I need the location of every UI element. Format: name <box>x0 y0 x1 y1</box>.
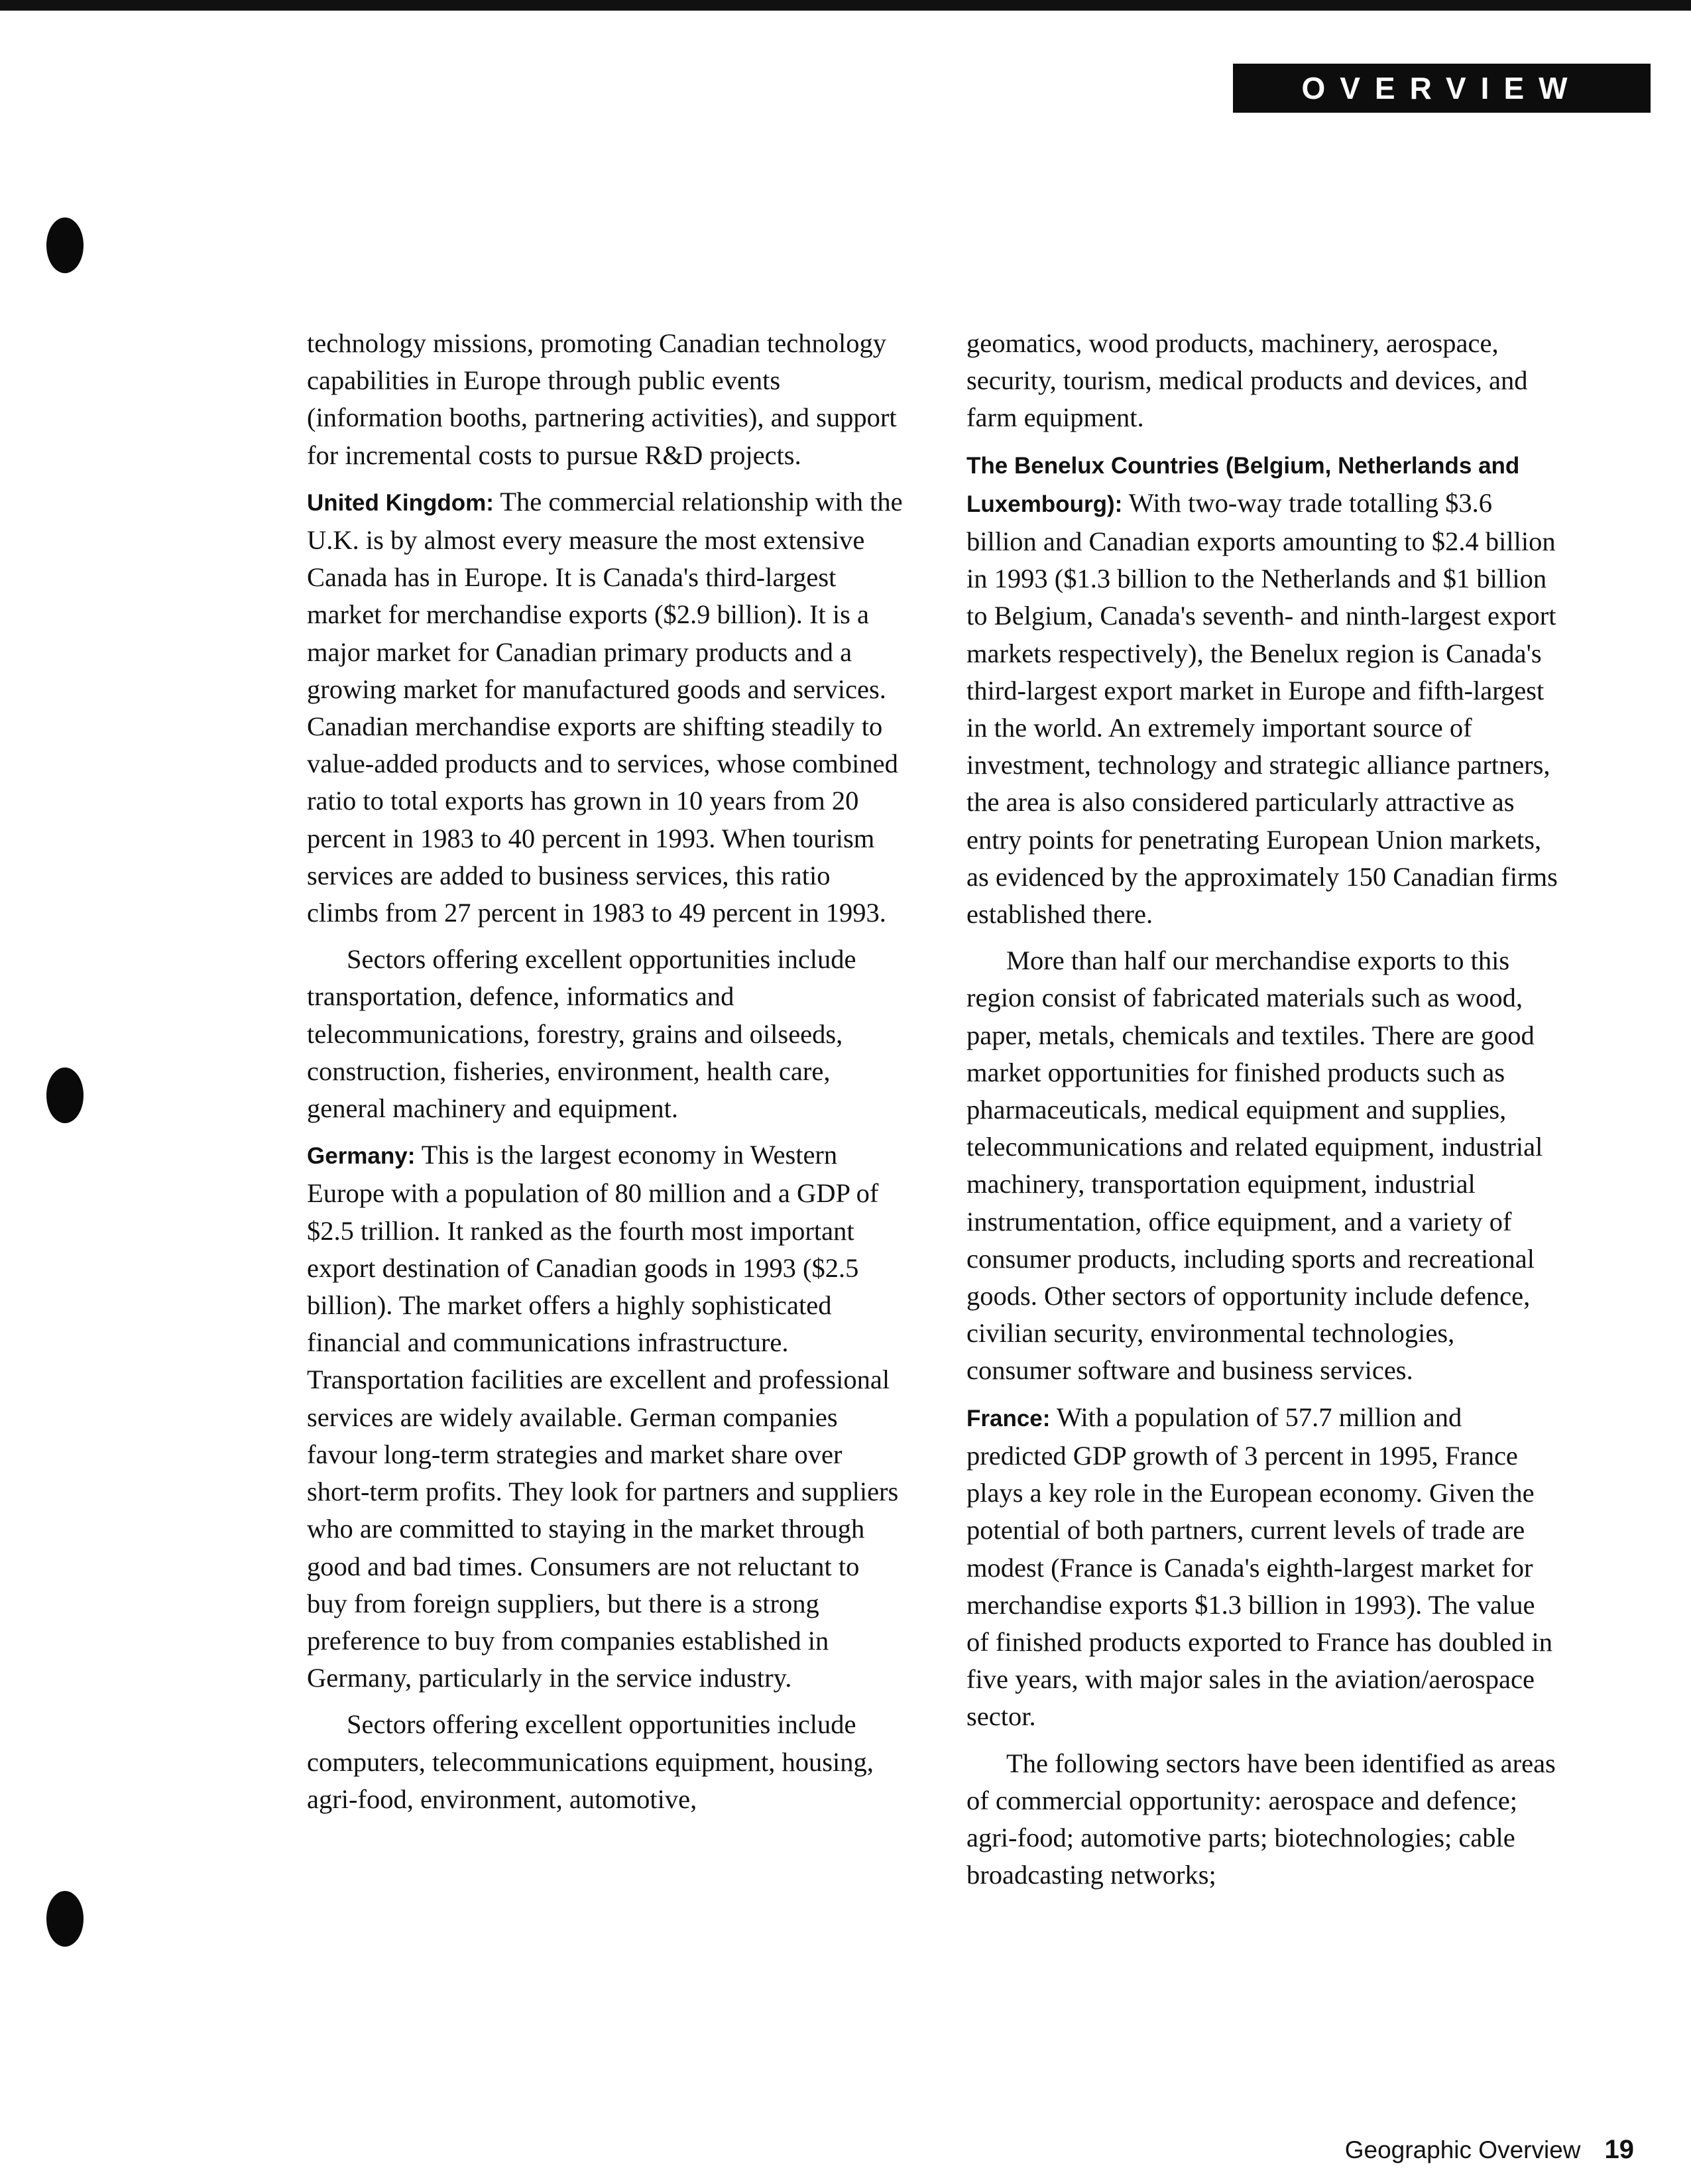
paragraph-france <box>966 1399 1563 1736</box>
paragraph-germany-sectors: Sectors offering excellent opportunities include computers, telecommunications equipment, housing, agri-food, environment, automotive, <box>307 1709 874 1814</box>
section-banner: OVERVIEW <box>1233 64 1651 113</box>
paragraph-united-kingdom <box>307 483 904 932</box>
paragraph-benelux <box>966 446 1563 934</box>
binder-hole-middle <box>46 1067 84 1123</box>
right-text-column <box>966 325 1563 1903</box>
page-number: 19 <box>1604 2135 1634 2164</box>
heading-benelux: The Benelux Countries (Belgium, Netherlands and Luxembourg): <box>966 452 1520 517</box>
binder-hole-top <box>46 217 84 273</box>
top-edge-rule <box>0 0 1691 11</box>
heading-france: France: <box>966 1405 1051 1431</box>
heading-united-kingdom: United Kingdom: <box>307 489 494 516</box>
body-united-kingdom: The commercial relationship with the U.K. is by almost every measure the most extensive Canada has in Europe. It is Canada's third-largest market for merchandise exports ($2.9 billion). It is a major market for Canadian primary products and a growing market for manufactured goods and services. Canadian merchandise exports are shifting steadily to value-added products and to services, whose combined ratio to total exports has grown in 10 years from 20 percent in 1983 to 40 percent in 1993. When tourism services are added to business services, this ratio climbs from 27 percent in 1983 to 49 percent in 1993. <box>307 486 903 928</box>
footer-title: Geographic Overview <box>1344 2136 1581 2163</box>
body-germany: This is the largest economy in Western Europe with a population of 80 million and a GDP of $2.5 trillion. It ranked as the fourth most important export destination of Canadian goods in 1993 ($2.5 billion). The market offers a highly sophisticated financial and communications infrastructure. Transportation facilities are excellent and professional services are widely available. German companies favour long-term strategies and market share over short-term profits. They look for partners and suppliers who are committed to staying in the market through good and bad times. Consumers are not reluctant to buy from foreign suppliers, but there is a strong preference to buy from companies established in Germany, particularly in the service industry. <box>307 1140 899 1693</box>
body-france: With a population of 57.7 million and predicted GDP growth of 3 percent in 1995, France plays a key role in the European economy. Given the potential of both partners, current levels of trade are modest (France is Canada's eighth-largest market for merchandise exports $1.3 billion in 1993). The value of finished products exported to France has doubled in five years, with major sales in the aviation/aerospace sector. <box>966 1402 1553 1732</box>
paragraph-germany-sectors-continued: geomatics, wood products, machinery, aerospace, security, tourism, medical products and devices, and farm equipment. <box>966 328 1528 433</box>
binder-hole-bottom <box>46 1891 84 1947</box>
heading-germany: Germany: <box>307 1143 416 1170</box>
body-benelux: With two-way trade totalling $3.6 billion and Canadian exports amounting to $2.4 billion in 1993 ($1.3 billion to the Netherlands and $1 billion to Belgium, Canada's seventh- and ninth-largest export markets respectively), the Benelux region is Canada's third-largest export market in Europe and fifth-largest in the world. An extremely important source of investment, technology and strategic alliance partners, the area is also considered particularly attractive as entry points for penetrating European Union markets, as evidenced by the approximately 150 Canadian firms established there. <box>966 487 1558 930</box>
left-text-column <box>307 325 904 1827</box>
paragraph-uk-sectors: Sectors offering excellent opportunities include transportation, defence, informatics and telecommunications, forestry, grains and oilseeds, construction, fisheries, environment, health care, general machinery and equipment. <box>307 944 856 1124</box>
paragraph-benelux-opportunities: More than half our merchandise exports to this region consist of fabricated materials such as wood, paper, metals, chemicals and textiles. There are good market opportunities for finished products such as pharmaceuticals, medical equipment and supplies, telecommunications and related equipment, industrial machinery, transportation equipment, industrial instrumentation, office equipment, and a variety of consumer products, including sports and recreational goods. Other sectors of opportunity include defence, civilian security, environmental technologies, consumer software and business services. <box>966 945 1543 1386</box>
paragraph-germany <box>307 1136 904 1697</box>
paragraph-continuation: technology missions, promoting Canadian technology capabilities in Europe through public events (information booths, partnering activities), and support for incremental costs to pursue R&D projects. <box>307 328 897 470</box>
paragraph-france-sectors: The following sectors have been identified as areas of commercial opportunity: aerospace and defence; agri-food; automotive parts; biotechnologies; cable broadcasting networks; <box>966 1748 1556 1890</box>
page-footer <box>1127 2135 1634 2165</box>
